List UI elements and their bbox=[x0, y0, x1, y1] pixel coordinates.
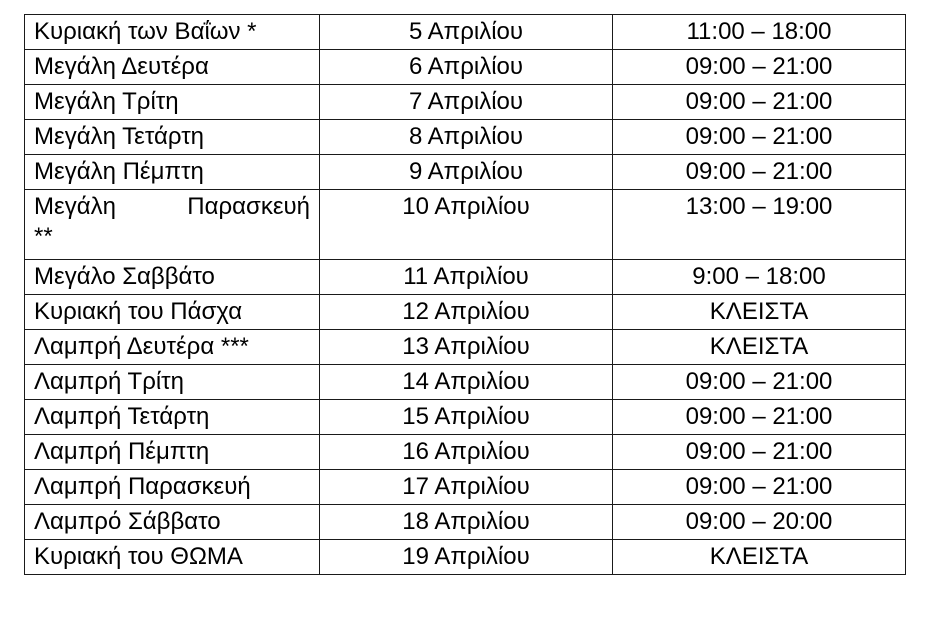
date-cell: 14 Απριλίου bbox=[320, 365, 613, 400]
hours-cell: 13:00 – 19:00 bbox=[613, 190, 906, 260]
table-row bbox=[25, 15, 906, 50]
table-row bbox=[25, 295, 906, 330]
day-footnote-mark: ** bbox=[34, 223, 53, 250]
day-cell bbox=[25, 190, 320, 260]
date-cell: 5 Απριλίου bbox=[320, 15, 613, 50]
hours-cell: ΚΛΕΙΣΤΑ bbox=[613, 295, 906, 330]
table-row bbox=[25, 120, 906, 155]
day-cell: Λαμπρή Τετάρτη bbox=[25, 400, 320, 435]
table-row bbox=[25, 260, 906, 295]
date-cell: 9 Απριλίου bbox=[320, 155, 613, 190]
date-cell: 10 Απριλίου bbox=[320, 190, 613, 260]
table-row bbox=[25, 330, 906, 365]
day-cell: Κυριακή του ΘΩΜΑ bbox=[25, 540, 320, 575]
date-cell: 11 Απριλίου bbox=[320, 260, 613, 295]
table-row bbox=[25, 85, 906, 120]
table-row bbox=[25, 190, 906, 260]
date-cell: 13 Απριλίου bbox=[320, 330, 613, 365]
date-cell: 6 Απριλίου bbox=[320, 50, 613, 85]
hours-cell: 11:00 – 18:00 bbox=[613, 15, 906, 50]
day-cell: Κυριακή του Πάσχα bbox=[25, 295, 320, 330]
date-cell: 15 Απριλίου bbox=[320, 400, 613, 435]
day-cell: Μεγάλη Δευτέρα bbox=[25, 50, 320, 85]
hours-cell: 09:00 – 21:00 bbox=[613, 155, 906, 190]
day-cell: Μεγάλη Τρίτη bbox=[25, 85, 320, 120]
hours-cell: 09:00 – 21:00 bbox=[613, 470, 906, 505]
table-row bbox=[25, 505, 906, 540]
day-cell: Μεγάλο Σαββάτο bbox=[25, 260, 320, 295]
hours-cell: 9:00 – 18:00 bbox=[613, 260, 906, 295]
table-row bbox=[25, 400, 906, 435]
table-row bbox=[25, 50, 906, 85]
table-row bbox=[25, 435, 906, 470]
opening-hours-table bbox=[24, 14, 906, 575]
hours-cell: 09:00 – 21:00 bbox=[613, 435, 906, 470]
hours-cell: 09:00 – 21:00 bbox=[613, 365, 906, 400]
day-cell: Λαμπρή Δευτέρα *** bbox=[25, 330, 320, 365]
hours-cell: 09:00 – 21:00 bbox=[613, 120, 906, 155]
date-cell: 18 Απριλίου bbox=[320, 505, 613, 540]
day-word: Παρασκευή bbox=[187, 193, 310, 220]
hours-cell: ΚΛΕΙΣΤΑ bbox=[613, 540, 906, 575]
hours-cell: 09:00 – 21:00 bbox=[613, 400, 906, 435]
day-cell: Μεγάλη Τετάρτη bbox=[25, 120, 320, 155]
day-cell: Μεγάλη Πέμπτη bbox=[25, 155, 320, 190]
table-row bbox=[25, 365, 906, 400]
table-row bbox=[25, 155, 906, 190]
date-cell: 12 Απριλίου bbox=[320, 295, 613, 330]
hours-cell: 09:00 – 20:00 bbox=[613, 505, 906, 540]
table-row bbox=[25, 540, 906, 575]
hours-cell: 09:00 – 21:00 bbox=[613, 50, 906, 85]
date-cell: 8 Απριλίου bbox=[320, 120, 613, 155]
date-cell: 17 Απριλίου bbox=[320, 470, 613, 505]
day-word: Μεγάλη bbox=[34, 193, 116, 220]
day-cell: Λαμπρό Σάββατο bbox=[25, 505, 320, 540]
hours-cell: 09:00 – 21:00 bbox=[613, 85, 906, 120]
date-cell: 7 Απριλίου bbox=[320, 85, 613, 120]
hours-cell: ΚΛΕΙΣΤΑ bbox=[613, 330, 906, 365]
day-cell: Λαμπρή Τρίτη bbox=[25, 365, 320, 400]
day-cell: Κυριακή των Βαΐων * bbox=[25, 15, 320, 50]
day-cell: Λαμπρή Πέμπτη bbox=[25, 435, 320, 470]
date-cell: 19 Απριλίου bbox=[320, 540, 613, 575]
day-cell: Λαμπρή Παρασκευή bbox=[25, 470, 320, 505]
day-first-line bbox=[34, 192, 310, 222]
table-row bbox=[25, 470, 906, 505]
date-cell: 16 Απριλίου bbox=[320, 435, 613, 470]
